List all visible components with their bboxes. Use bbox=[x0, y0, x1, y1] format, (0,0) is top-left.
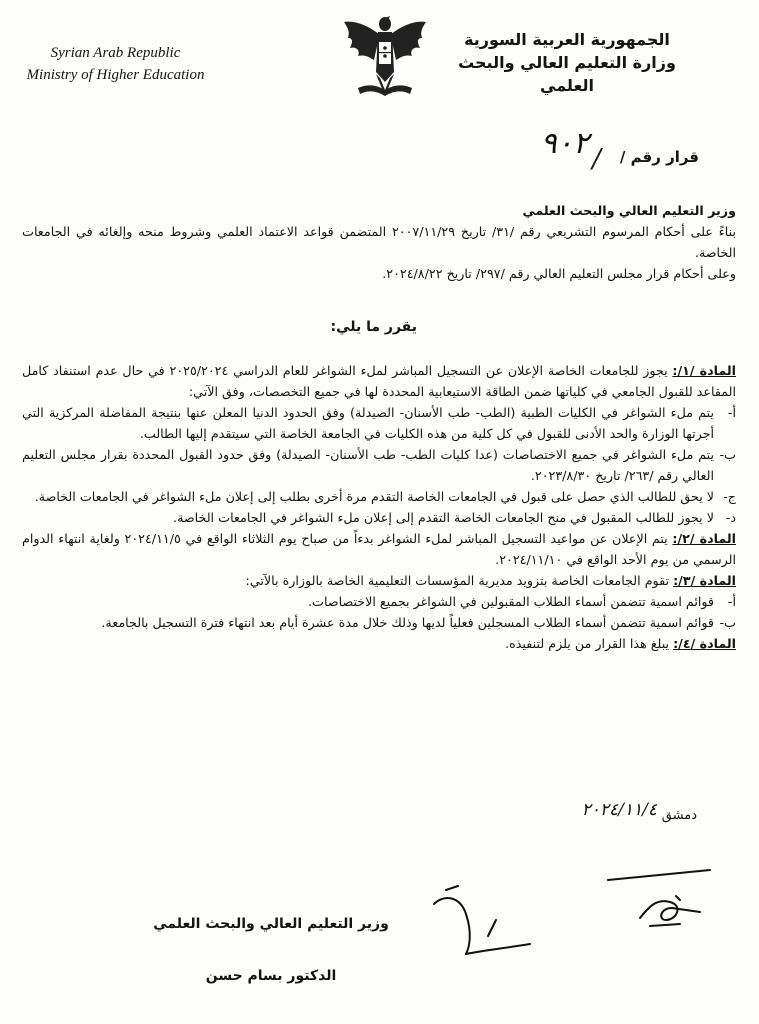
article-4-text: يبلغ هذا القرار من يلزم لتنفيذه. bbox=[505, 636, 674, 651]
item-text: لا يحق للطالب الذي حصل على قبول في الجامعات الخاصة التقدم مرة أخرى بطلب إلى إعلان ملء الشواغر في الجامعات الخاصة. bbox=[34, 489, 714, 504]
minister-signature bbox=[426, 884, 546, 964]
preamble bbox=[22, 200, 736, 284]
header-english bbox=[8, 42, 223, 86]
item-text: يتم ملء الشواغر في الكليات الطبية (الطب- طب الأسنان- الصيدلة) وفق الحدود الدنيا المعلن عنها بنتيجة المفاضلة المركزية التي أجرتها الوزارة والحد الأدنى للقبول في كل كلية من هذه الكليات في الجامعة الخاصة التي سيتقدم إليها الطالب. bbox=[22, 405, 714, 441]
article-2 bbox=[22, 528, 736, 570]
decision-number-handwritten: ٩٠٢ bbox=[540, 126, 589, 161]
item-label: أ- bbox=[727, 594, 736, 609]
article-2-label: المادة /٢/: bbox=[672, 531, 736, 546]
signature-block bbox=[141, 898, 401, 1002]
item-text: قوائم اسمية تتضمن أسماء الطلاب المقبولين في الشواغر بجميع الاختصاصات. bbox=[307, 594, 714, 609]
decision-number-slash: / bbox=[592, 144, 601, 174]
article-1-item-d bbox=[22, 507, 736, 528]
article-1-label: المادة /١/: bbox=[672, 363, 737, 378]
country-name-ar: الجمهورية العربية السورية bbox=[464, 30, 670, 49]
item-label: ج- bbox=[723, 489, 736, 504]
item-label: ب- bbox=[719, 447, 736, 462]
dateline bbox=[517, 800, 697, 830]
article-4 bbox=[22, 633, 736, 654]
article-3 bbox=[22, 570, 736, 591]
header-arabic bbox=[437, 28, 697, 97]
article-3-text: تقوم الجامعات الخاصة بتزويد مديرية المؤسسات التعليمية الخاصة بالوزارة بالآتي: bbox=[245, 573, 674, 588]
item-label: د- bbox=[725, 510, 736, 525]
item-text: قوائم اسمية تتضمن أسماء الطلاب المسجلين فعلياً لديها وذلك خلال مدة عشرة أيام بعد انتهاء فترة التسجيل بالجامعة. bbox=[101, 615, 714, 630]
item-label: ب- bbox=[719, 615, 736, 630]
ministry-name-ar: وزارة التعليم العالي والبحث العلمي bbox=[458, 53, 676, 95]
ministry-name-en: Ministry of Higher Education bbox=[26, 67, 205, 83]
decides-heading: يقرر ما يلي: bbox=[330, 319, 417, 335]
article-3-item-b bbox=[22, 612, 736, 633]
syrian-eagle-emblem-icon bbox=[338, 12, 432, 104]
decision-label: قرار رقم / bbox=[619, 148, 699, 166]
initials-signature-right bbox=[600, 868, 730, 938]
decision-number-block bbox=[439, 126, 699, 176]
preamble-minister: وزير التعليم العالي والبحث العلمي bbox=[522, 203, 736, 218]
article-1-text: يجوز للجامعات الخاصة الإعلان عن التسجيل المباشر لملء الشواغر للعام الدراسي ٢٠٢٥/٢٠٢٤ في حال عدم استنفاد كامل المقاعد للقبول الجامعي في كلياتها ضمن الطاقة الاستيعابية المحددة لها في جميع التخصصات، وفق الآتي: bbox=[22, 363, 736, 399]
item-text: يتم ملء الشواغر في جميع الاختصاصات (عدا كليات الطب- طب الأسنان- الصيدلة) وفق حدود القبول المحددة بقرار مجلس التعليم العالي رقم /٢٦٣/ تاريخ ٢٠٢٣/٨/٣٠. bbox=[22, 447, 714, 483]
article-1 bbox=[22, 360, 736, 402]
dateline-place: دمشق bbox=[661, 808, 697, 823]
article-1-item-b bbox=[22, 444, 736, 486]
item-text: لا يجوز للطالب المقبول في منح الجامعات الخاصة التقدم إلى إعلان ملء الشواغر في الجامعات الخاصة. bbox=[173, 510, 714, 525]
country-name-en: Syrian Arab Republic bbox=[50, 45, 181, 61]
preamble-council-decision: وعلى أحكام قرار مجلس التعليم العالي رقم /٢٩٧/ تاريخ ٢٠٢٤/٨/٢٢. bbox=[382, 266, 736, 281]
article-2-text: يتم الإعلان عن مواعيد التسجيل المباشر لملء الشواغر بدءاً من صباح يوم الثلاثاء الواقع في ٢٠٢٤/١١/٥ ولغاية انتهاء الدوام الرسمي من يوم الأحد الواقع في ٢٠٢٤/١١/١٠. bbox=[22, 531, 736, 567]
signature-name: الدكتور بسام حسن bbox=[205, 968, 337, 984]
article-4-label: المادة /٤/: bbox=[673, 636, 736, 651]
preamble-decree: بناءً على أحكام المرسوم التشريعي رقم /٣١/ تاريخ ٢٠٠٧/١١/٢٩ المتضمن قواعد الاعتماد العلمي وشروط منحه وإلغائه في الجامعات الخاصة. bbox=[22, 224, 736, 260]
article-3-item-a bbox=[22, 591, 736, 612]
dateline-date-handwritten: ٢٠٢٤/١١/٤ bbox=[581, 800, 657, 820]
article-3-label: المادة /٣/: bbox=[673, 573, 736, 588]
article-1-item-c bbox=[22, 486, 736, 507]
signature-title: وزير التعليم العالي والبحث العلمي bbox=[153, 916, 389, 932]
item-label: أ- bbox=[727, 405, 736, 420]
articles-section bbox=[22, 360, 736, 654]
article-1-item-a bbox=[22, 402, 736, 444]
